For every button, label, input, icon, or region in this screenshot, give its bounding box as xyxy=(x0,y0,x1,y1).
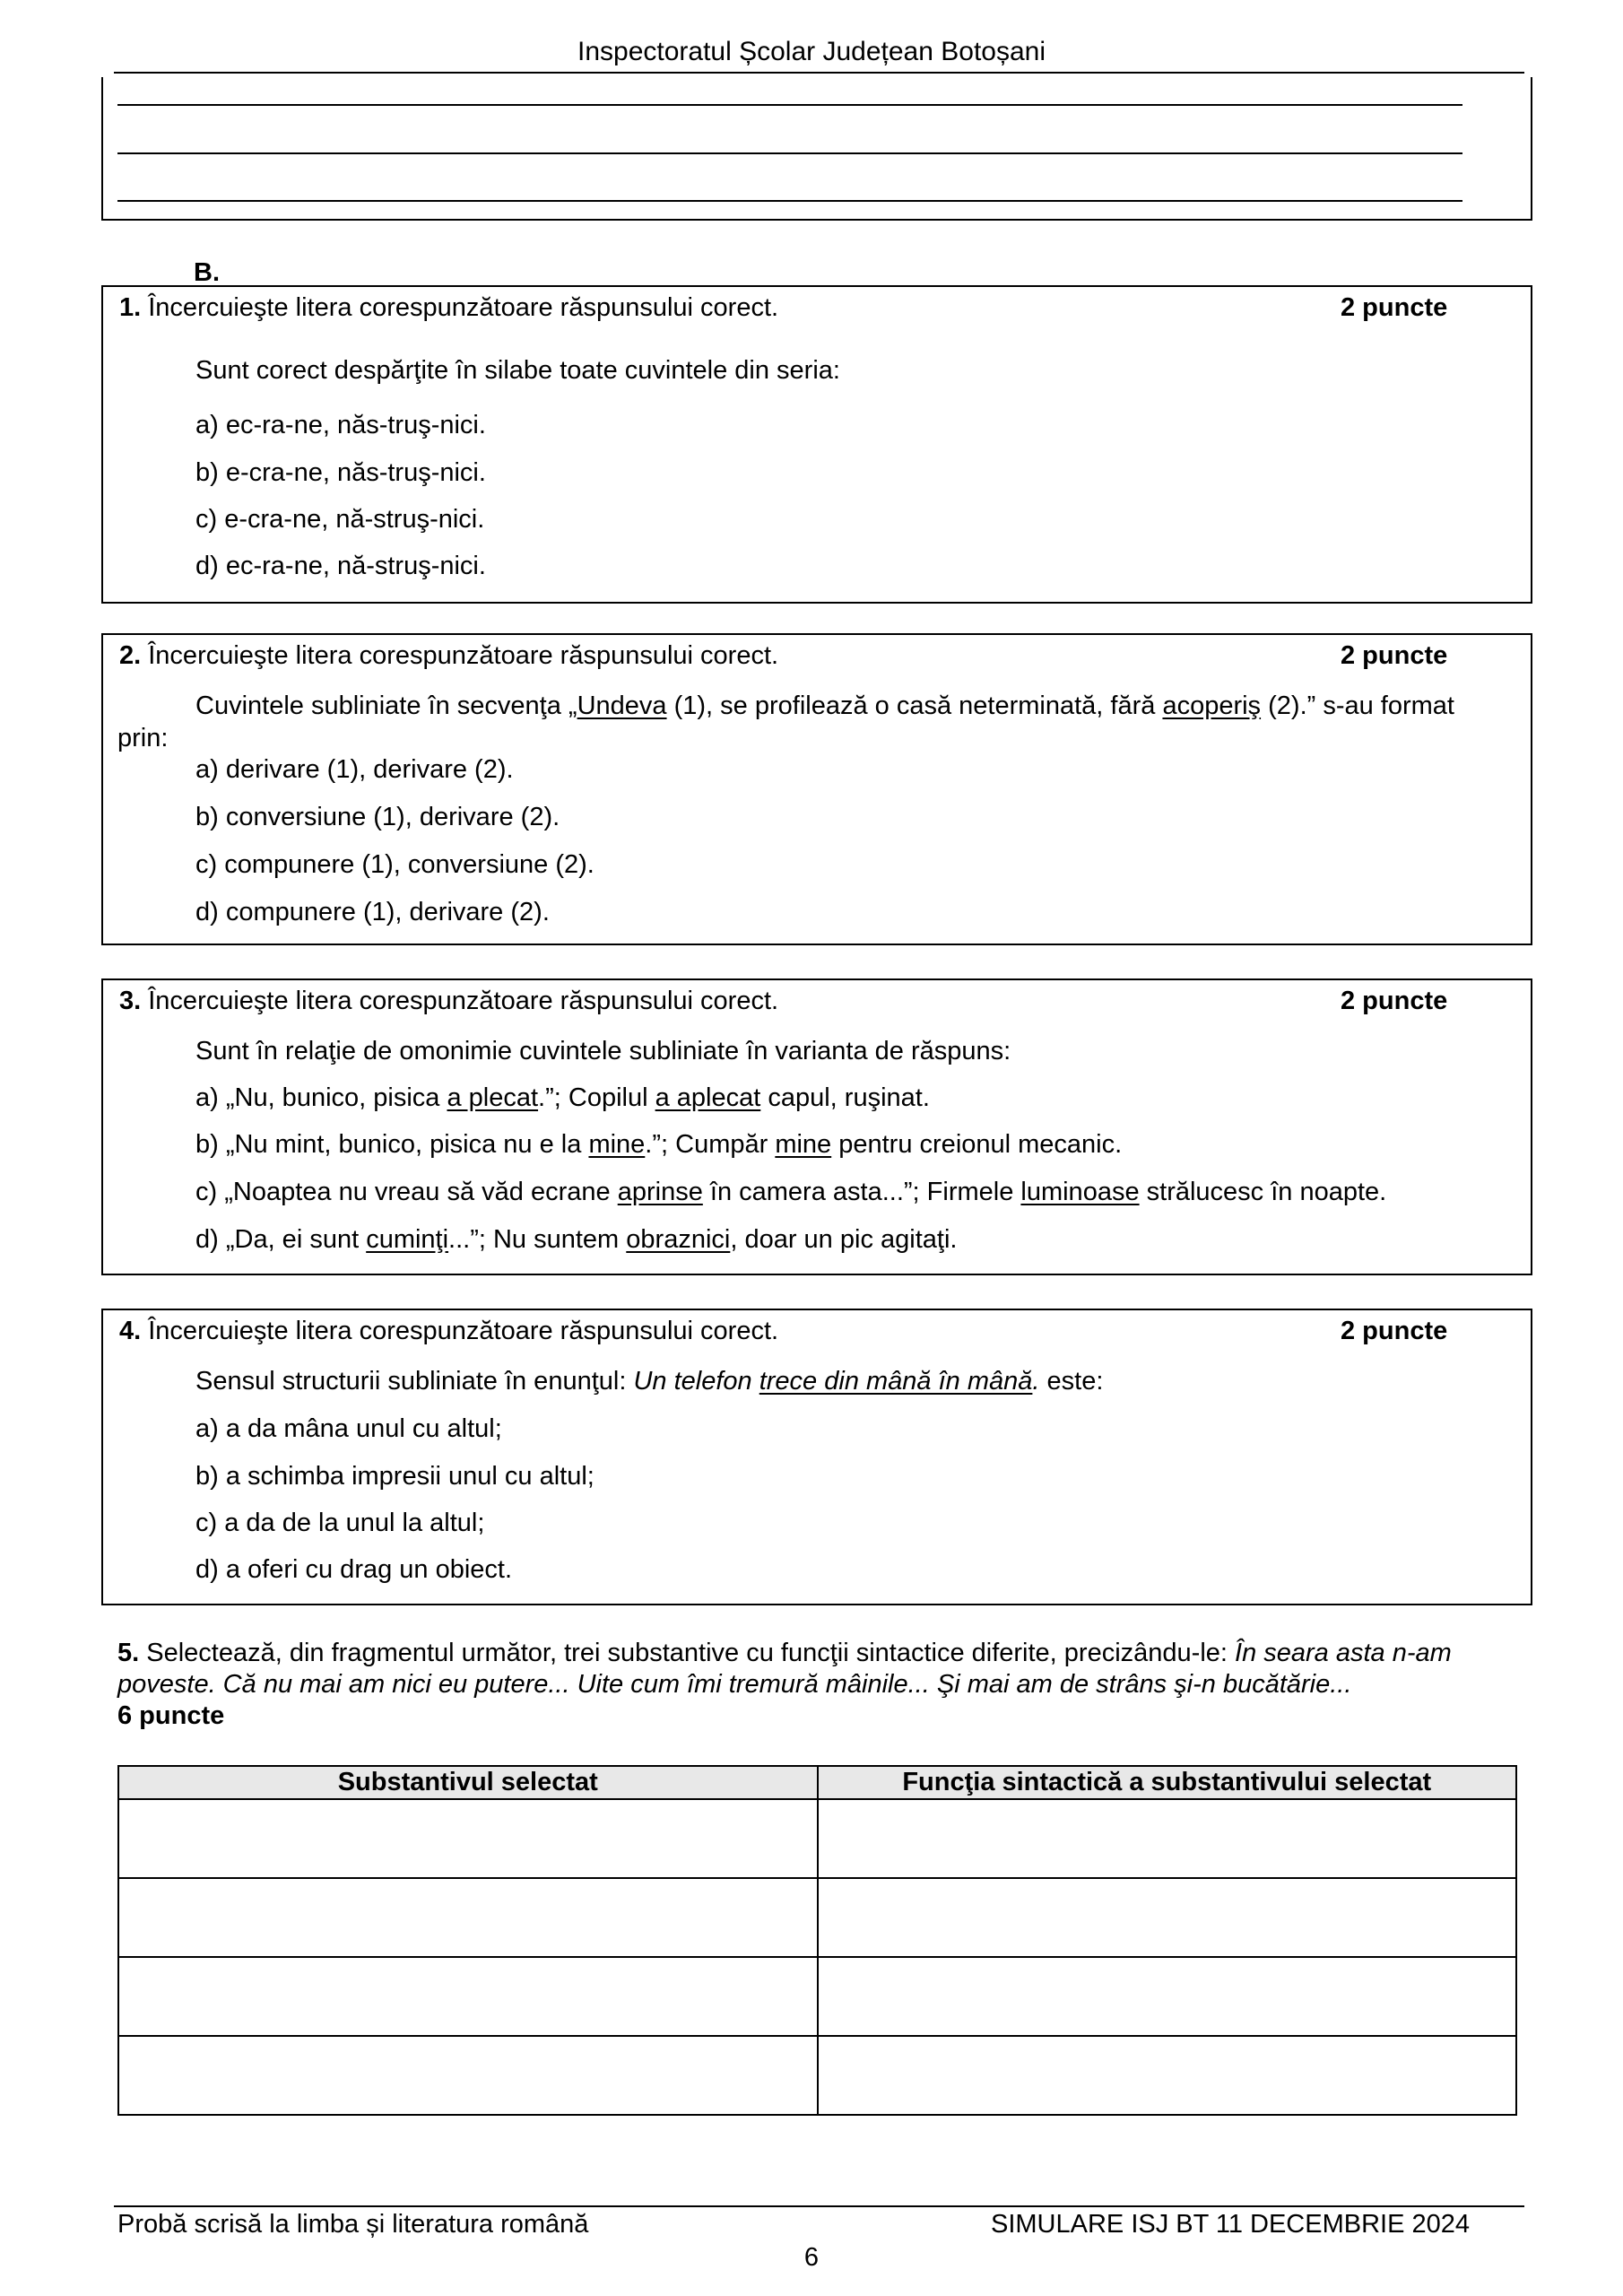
answer-cell[interactable] xyxy=(118,1878,818,1957)
question-number: 1. xyxy=(119,293,142,322)
stem-text: (2).” s-au format xyxy=(1261,691,1454,720)
write-line[interactable] xyxy=(117,104,1462,106)
answer-lines-box xyxy=(101,77,1532,221)
option-text: ...”; Nu suntem xyxy=(448,1225,627,1254)
underlined-word: a aplecat xyxy=(655,1083,761,1112)
question-5-text xyxy=(117,1638,1507,1700)
question-instruction: Selectează, din fragmentul următor, trei substantive cu funcţii sintactice diferite, precizându-le: xyxy=(139,1639,1236,1667)
option-text: c) „Noaptea nu vreau să văd ecrane xyxy=(195,1178,618,1206)
underlined-word: mine xyxy=(588,1130,646,1159)
question-points xyxy=(117,1700,1507,1732)
answer-option[interactable] xyxy=(195,1083,930,1114)
option-text: b) „Nu mint, bunico, pisica nu e la xyxy=(195,1130,589,1159)
answer-option[interactable] xyxy=(195,1129,1122,1161)
stem-text: este: xyxy=(1039,1367,1104,1396)
stem-text: Cuvintele subliniate în secvenţa „ xyxy=(195,691,577,720)
answer-cell[interactable] xyxy=(818,1799,1517,1878)
underlined-phrase: trece din mână în mână xyxy=(759,1367,1033,1396)
text-fragment: În seara asta n-am poveste. Că nu mai am nici eu putere... Uite cum îmi tremură mâinile... Şi mai am de strâns şi-n bucătărie... xyxy=(117,1639,1452,1699)
answer-option[interactable]: c) compunere (1), conversiune (2). xyxy=(195,850,595,879)
question-1-header xyxy=(119,292,778,324)
question-stem xyxy=(195,691,1454,722)
footer-exam-title: Probă scrisă la limba și literatura română xyxy=(117,2210,589,2239)
question-points: 2 puncte xyxy=(1341,987,1448,1015)
question-4-box xyxy=(101,1309,1532,1605)
table-row xyxy=(118,1799,1516,1878)
question-3-box xyxy=(101,978,1532,1275)
header-title: Inspectoratul Școlar Județean Botoșani xyxy=(577,37,1046,66)
stem-italic: . xyxy=(1032,1367,1040,1396)
question-3-header xyxy=(119,986,778,1017)
question-number: 2. xyxy=(119,641,142,670)
option-text: strălucesc în noapte. xyxy=(1139,1178,1387,1206)
answer-table xyxy=(117,1765,1517,2116)
question-stem: Sunt corect despărţite în silabe toate cuvintele din seria: xyxy=(195,356,840,385)
write-line[interactable] xyxy=(117,200,1462,202)
underlined-word: luminoase xyxy=(1020,1178,1140,1206)
question-5 xyxy=(117,1638,1507,1731)
answer-option[interactable]: a) ec-ra-ne, năs-truş-nici. xyxy=(195,411,486,439)
question-instruction: Încercuieşte litera corespunzătoare răspunsului corect. xyxy=(148,293,779,322)
answer-option[interactable] xyxy=(195,1177,1386,1208)
underlined-word: cuminţi xyxy=(366,1225,449,1254)
answer-option[interactable] xyxy=(195,1224,957,1256)
option-text: în camera asta...”; Firmele xyxy=(702,1178,1021,1206)
question-number: 3. xyxy=(119,987,142,1015)
underlined-word: mine xyxy=(775,1130,832,1159)
question-instruction: Încercuieşte litera corespunzătoare răspunsului corect. xyxy=(148,641,779,670)
underlined-word: obraznici xyxy=(626,1225,731,1254)
underlined-word: acoperiş xyxy=(1162,691,1262,720)
question-stem: Sunt în relaţie de omonimie cuvintele subliniate în varianta de răspuns: xyxy=(195,1037,1011,1065)
footer-exam-date: SIMULARE ISJ BT 11 DECEMBRIE 2024 xyxy=(991,2210,1471,2239)
stem-text: Sensul structurii subliniate în enunţul: xyxy=(195,1367,634,1396)
answer-option[interactable]: a) derivare (1), derivare (2). xyxy=(195,755,514,784)
answer-option[interactable]: d) ec-ra-ne, nă-struş-nici. xyxy=(195,552,486,580)
answer-cell[interactable] xyxy=(818,2036,1517,2115)
question-points: 2 puncte xyxy=(1341,1317,1448,1345)
column-header: Substantivul selectat xyxy=(118,1766,818,1799)
underlined-word: aprinse xyxy=(617,1178,703,1206)
question-number: 4. xyxy=(119,1317,142,1345)
question-points: 2 puncte xyxy=(1341,293,1448,322)
option-text: .”; Copilul xyxy=(538,1083,655,1112)
header-rule xyxy=(114,72,1524,74)
question-2-box xyxy=(101,633,1532,945)
answer-option[interactable]: b) a schimba impresii unul cu altul; xyxy=(195,1462,595,1491)
column-header: Funcţia sintactică a substantivului selectat xyxy=(818,1766,1517,1799)
question-stem xyxy=(195,1366,1103,1397)
answer-option[interactable]: b) e-cra-ne, năs-truş-nici. xyxy=(195,458,486,487)
question-instruction: Încercuieşte litera corespunzătoare răspunsului corect. xyxy=(148,1317,779,1345)
question-instruction: Încercuieşte litera corespunzătoare răspunsului corect. xyxy=(148,987,779,1015)
section-label: B. xyxy=(194,258,220,287)
table-row xyxy=(118,1957,1516,2036)
footer-rule xyxy=(114,2205,1524,2207)
answer-option[interactable]: c) a da de la unul la altul; xyxy=(195,1509,485,1537)
answer-cell[interactable] xyxy=(818,1957,1517,2036)
option-text: d) „Da, ei sunt xyxy=(195,1225,367,1254)
answer-cell[interactable] xyxy=(118,1957,818,2036)
answer-option[interactable]: d) a oferi cu drag un obiect. xyxy=(195,1555,513,1584)
stem-text: (1), se profilează o casă neterminată, fără xyxy=(666,691,1163,720)
option-text: .”; Cumpăr xyxy=(645,1130,776,1159)
option-text: a) „Nu, bunico, pisica xyxy=(195,1083,447,1112)
stem-italic: Un telefon xyxy=(633,1367,759,1396)
answer-cell[interactable] xyxy=(818,1878,1517,1957)
answer-option[interactable]: d) compunere (1), derivare (2). xyxy=(195,898,550,926)
answer-option[interactable]: c) e-cra-ne, nă-struş-nici. xyxy=(195,505,485,534)
page-number: 6 xyxy=(803,2243,820,2272)
answer-option[interactable]: a) a da mâna unul cu altul; xyxy=(195,1414,502,1443)
stem-wrap: prin: xyxy=(117,724,169,752)
question-2-header xyxy=(119,640,778,672)
write-line[interactable] xyxy=(117,152,1462,154)
question-points: 2 puncte xyxy=(1341,641,1448,670)
answer-cell[interactable] xyxy=(118,1799,818,1878)
question-number: 5. xyxy=(117,1639,140,1667)
question-1-box xyxy=(101,285,1532,604)
points-label: 6 puncte xyxy=(117,1700,225,1730)
answer-cell[interactable] xyxy=(118,2036,818,2115)
option-text: pentru creionul mecanic. xyxy=(831,1130,1123,1159)
table-row xyxy=(118,1878,1516,1957)
option-text: , doar un pic agitaţi. xyxy=(730,1225,958,1254)
underlined-word: Undeva xyxy=(577,691,667,720)
table-header-row xyxy=(118,1766,1516,1799)
answer-option[interactable]: b) conversiune (1), derivare (2). xyxy=(195,803,560,831)
option-text: capul, ruşinat. xyxy=(760,1083,930,1112)
question-4-header xyxy=(119,1316,778,1347)
table-row xyxy=(118,2036,1516,2115)
underlined-word: a plecat xyxy=(447,1083,539,1112)
